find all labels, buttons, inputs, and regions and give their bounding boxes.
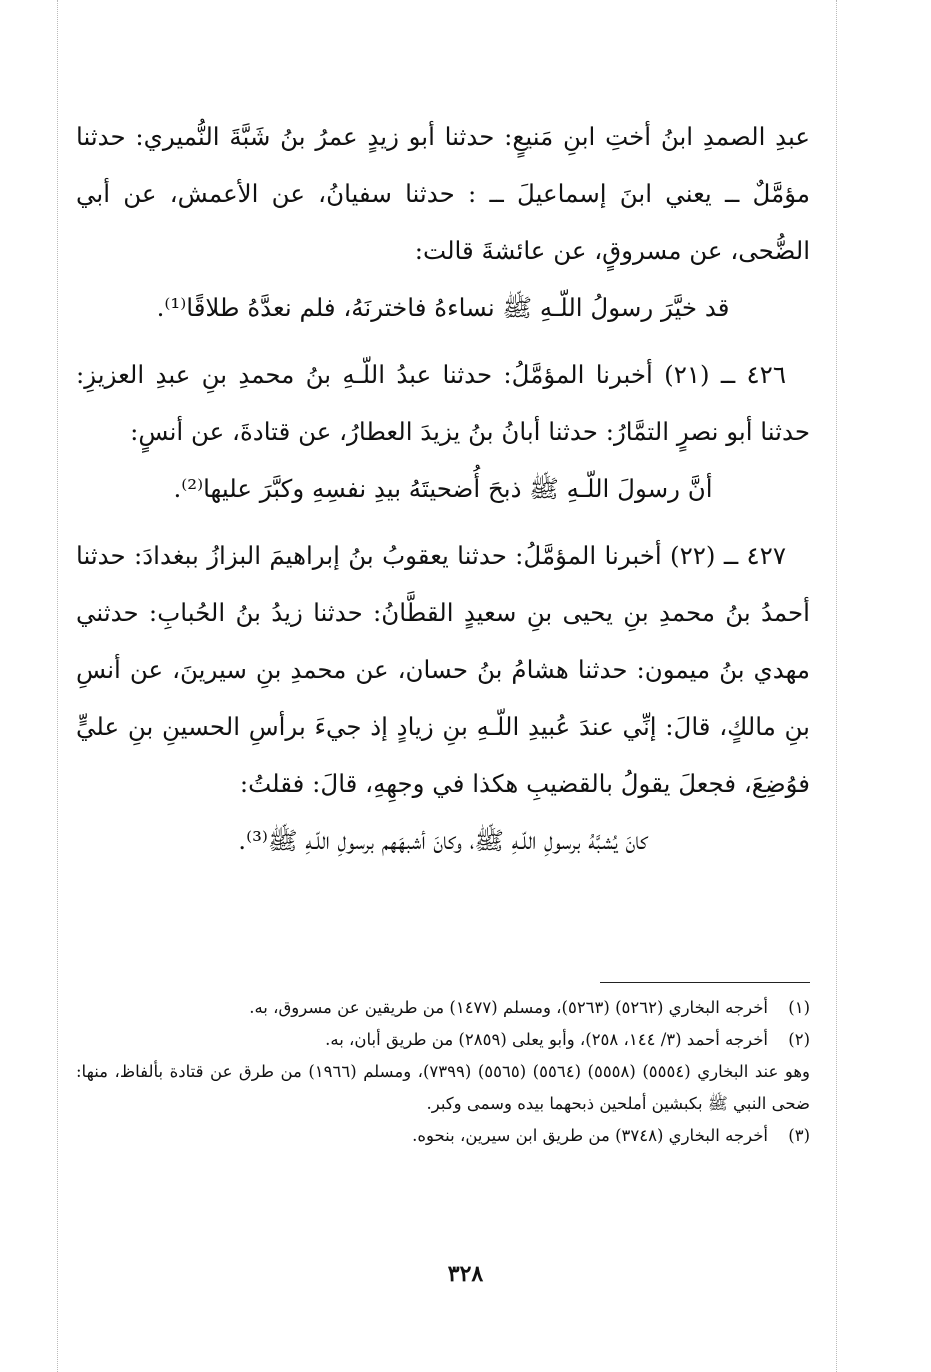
footnote-number: (٣) [788,1126,810,1145]
page-number: ٣٢٨ [447,1261,484,1287]
main-text [76,108,810,869]
paragraph-hadith-426: ٤٢٦ ــ (٢١) أخبرنا المؤمَّلُ: حدثنا عبدُ اللّـهِ بنُ محمدِ بنِ عبدِ العزيزِ: حدثنا أبو نصرٍ التمَّارُ: حدثنا أبانُ بنُ يزيدَ العطارُ، عن قتادةَ، عن أنسٍ: [76,360,810,446]
footnote-2-continuation: وهو عند البخاري (٥٥٥٤) (٥٥٥٨) (٥٥٦٤) (٥٥٦٥) (٧٣٩٩)، ومسلم (١٩٦٦) من طرق عن قتادة بألفاظ، منها: ضحى النبي ﷺ بكبشين أملحين ذبحهما بيده وسمى وكبر. [76,1062,811,1113]
paragraph-hadith-427: ٤٢٧ ــ (٢٢) أخبرنا المؤمَّلُ: حدثنا يعقوبُ بنُ إبراهيمَ البزازُ ببغدادَ: حدثنا أحمدُ بنُ محمدِ بنِ يحيى بنِ سعيدٍ القطَّانُ: حدثنا زيدُ بنُ الحُبابِ: حدثني مهدي بنُ ميمون: حدثنا هشامُ بنُ حسان، عن محمدِ بنِ سيرينَ، عن أنسِ بنِ مالكٍ، قالَ: إنِّي عندَ عُبيدِ اللّـهِ بنِ زيادٍ إذ جيءَ برأسِ الحسينِ بنِ عليٍّ فوُضِعَ، فجعلَ يقولُ بالقضيبِ هكذا في وجهِهِ، قالَ: فقلتُ: [76,541,810,798]
footnote-number: (٢) [788,1030,810,1049]
paragraph-425-continuation: عبدِ الصمدِ ابنُ أختِ ابنِ مَنيعٍ: حدثنا أبو زيدٍ عمرُ بنُ شَبَّةَ النُّميري: حدثنا مؤمَّلٌ ــ يعني ابنَ إسماعيلَ ــ : حدثنا سفيانُ، عن الأعمش، عن أبي الضُّحى، عن مسروقٍ، عن عائشةَ قالت: [76,122,810,265]
footnote-number: (١) [788,998,810,1017]
footnote-text: أخرجه البخاري (٣٧٤٨) من طريق ابن سيرين، بنحوه. [412,1126,768,1145]
quote-hadith-425: قد خيَّرَ رسولُ اللّـهِ ﷺ نساءهُ فاخترنَهُ، فلم نعدَّهُ طلاقًا⁽¹⁾. [156,293,730,322]
footnotes [76,992,810,1152]
footnote-separator [600,982,810,983]
footnote-1 [76,992,810,1024]
footnote-3 [76,1120,810,1152]
footnote-2 [76,1024,810,1056]
footnote-text: أخرجه أحمد (٣/ ١٤٤، ٢٥٨)، وأبو يعلى (٢٨٥٩) من طريق أبان، به. [325,1030,768,1049]
quote-hadith-427: كانَ يُشبَّهُ برسولِ اللّـهِ ﷺ، وكانَ أشبهَهم برسولِ اللّـهِ ﷺ⁽³⁾. [238,826,648,855]
footnote-text: أخرجه البخاري (٥٢٦٢) (٥٢٦٣)، ومسلم (١٤٧٧) من طريقين عن مسروق، به. [249,998,768,1017]
right-margin-guide [836,0,837,1372]
quote-hadith-426: أنَّ رسولَ اللّـهِ ﷺ ذبحَ أُضحيتَهُ بيدِ نفسِهِ وكبَّرَ عليها⁽²⁾. [173,474,713,503]
left-margin-guide [57,0,58,1372]
